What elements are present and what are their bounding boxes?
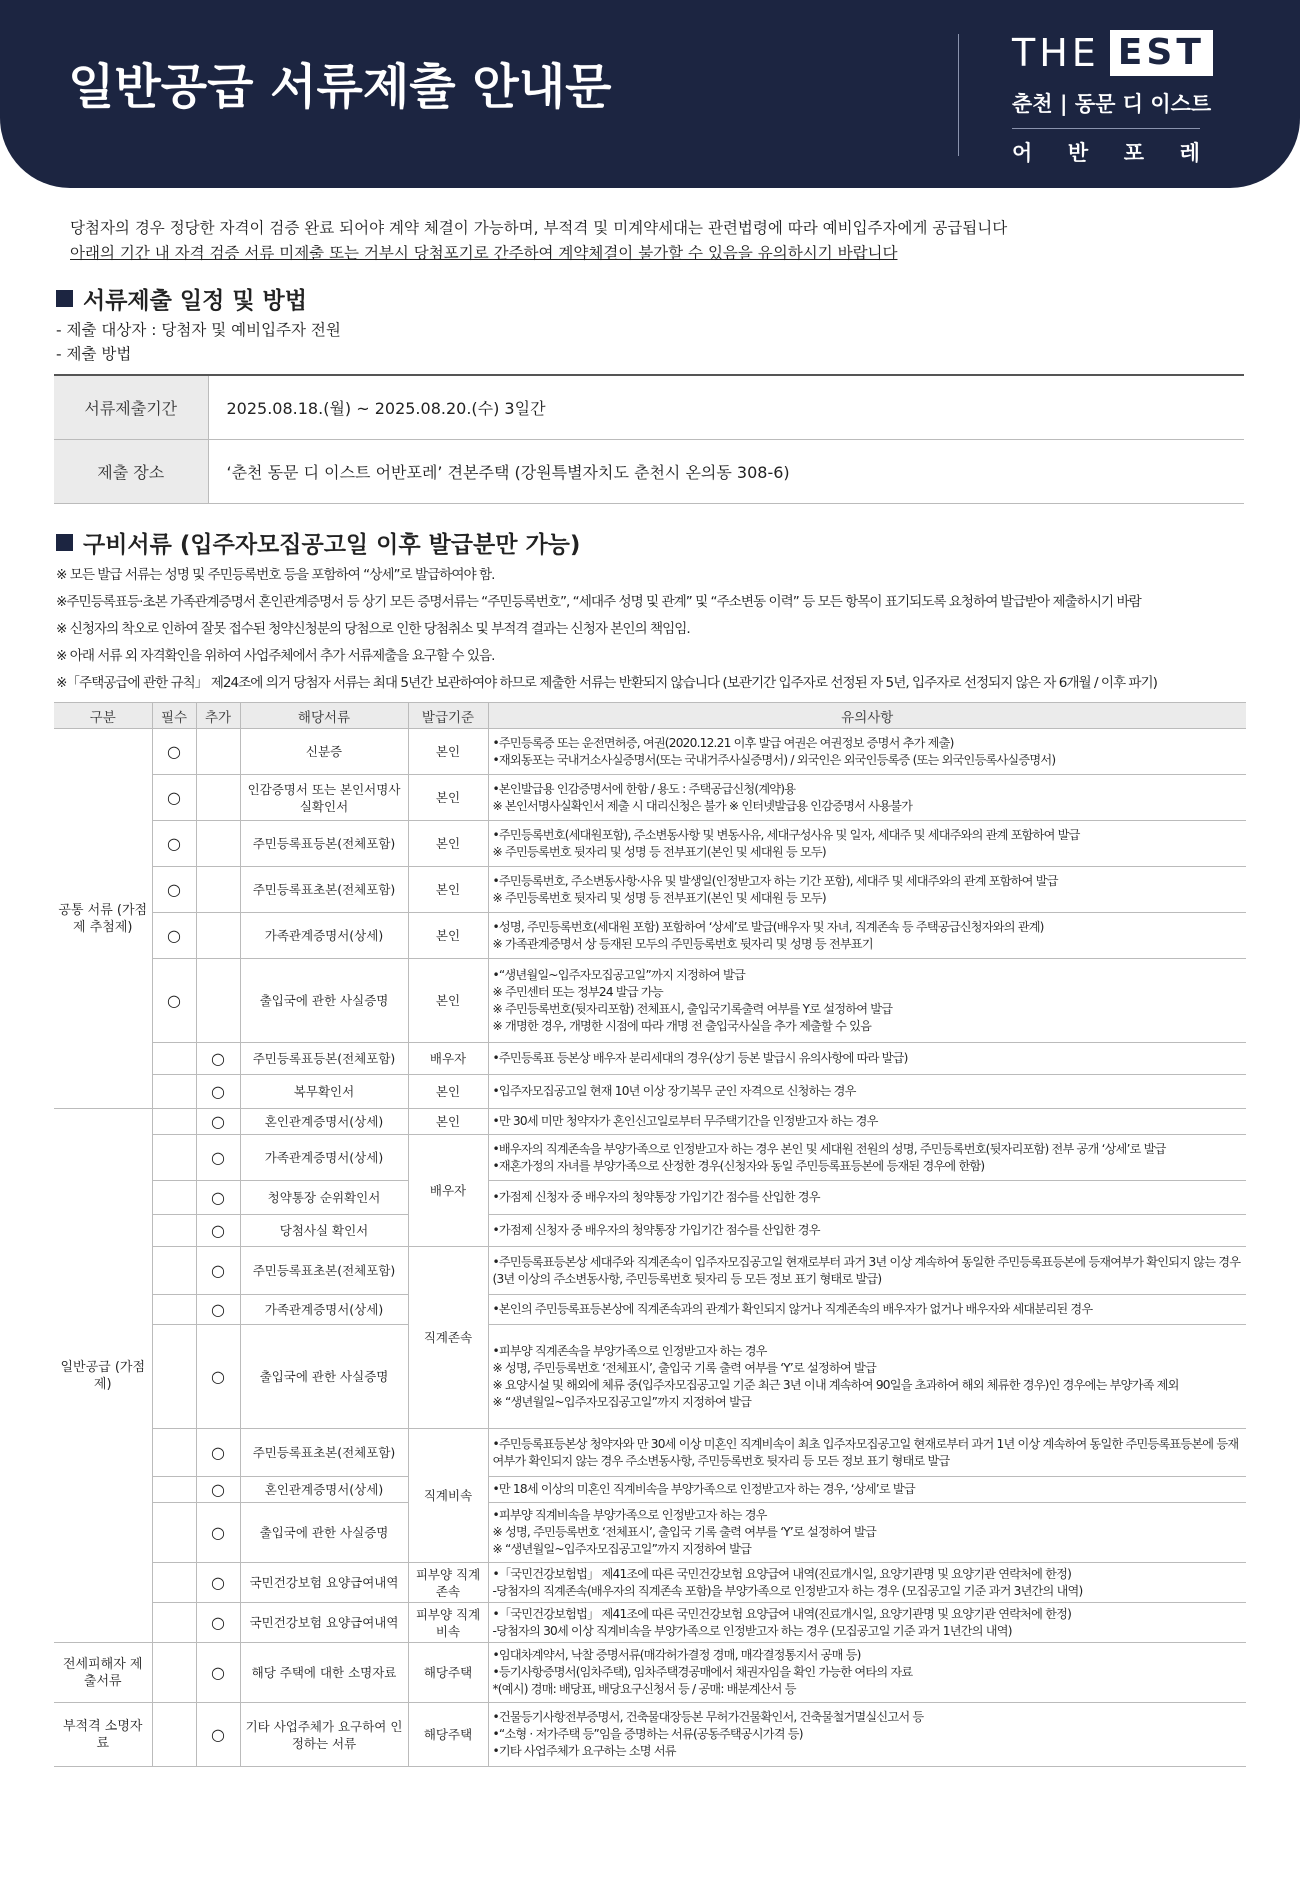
- document-name: 출입국에 관한 사실증명: [240, 959, 408, 1043]
- column-header: 발급기준: [408, 703, 488, 729]
- notes-cell: [488, 1643, 1246, 1703]
- section-title-schedule: [56, 282, 307, 315]
- issue-basis: 본인: [408, 959, 488, 1043]
- table-row: [54, 1429, 1246, 1477]
- additional-mark: ○: [196, 1109, 240, 1135]
- required-mark: [152, 1295, 196, 1325]
- notes-cell: [488, 1325, 1246, 1429]
- note-text: ※ “생년월일~입주자모집공고일”까지 지정하여 발급: [492, 1394, 752, 1409]
- document-name: 인감증명서 또는 본인서명사실확인서: [240, 775, 408, 821]
- document-name: 혼인관계증명서(상세): [240, 1477, 408, 1503]
- column-header: 필수: [152, 703, 196, 729]
- table-row: [54, 867, 1246, 913]
- issue-basis: 해당주택: [408, 1643, 488, 1703]
- required-mark: [152, 1643, 196, 1703]
- document-name: 혼인관계증명서(상세): [240, 1109, 408, 1135]
- note-line: ※ 신청자의 착오로 인하여 잘못 접수된 청약신청분의 당첨으로 인한 당첨취소 및 부적격 결과는 신청자 본인의 책임임.: [56, 621, 690, 637]
- additional-mark: [196, 913, 240, 959]
- table-row: [54, 1247, 1246, 1295]
- intro-text: [70, 216, 1007, 266]
- notes-cell: [488, 1295, 1246, 1325]
- note-text: ※ 주민센터 또는 정부24 발급 가능: [492, 984, 663, 999]
- additional-mark: [196, 775, 240, 821]
- document-name: 주민등록표등본(전체포함): [240, 821, 408, 867]
- table-row: [54, 1075, 1246, 1109]
- column-header: 추가: [196, 703, 240, 729]
- document-name: 주민등록표등본(전체포함): [240, 1043, 408, 1075]
- note-text: •본인의 주민등록표등본상에 직계존속과의 관계가 확인되지 않거나 직계존속의 배우자가 없거나 배우자와 세대분리된 경우: [492, 1302, 1093, 1316]
- notes-cell: [488, 1075, 1246, 1109]
- note-text: •본인발급용 인감증명서에 한함 / 용도 : 주택공급신청(계약)용: [492, 781, 796, 796]
- note-text: •주민등록표등본상 청약자와 만 30세 이상 미혼인 직계비속이 최초 입주자모집공고일 현재로부터 과거 1년 이상 계속하여 동일한 주민등록표등본에 등재여부가 확인되지 않는 경우 주소변동사항, 주민등록번호 뒷자리 등 모든 정보 표기 형태로 발급: [492, 1436, 1239, 1468]
- schedule-table: [54, 374, 1244, 504]
- table-row: [54, 439, 1244, 503]
- notes-cell: [488, 1109, 1246, 1135]
- table-row: [54, 1135, 1246, 1181]
- table-row: [54, 821, 1246, 867]
- issue-basis: 본인: [408, 1109, 488, 1135]
- required-mark: [152, 1503, 196, 1563]
- documents-table-body: [54, 729, 1246, 1767]
- note-text: •주민등록증 또는 운전면허증, 여권(2020.12.21 이후 발급 여권은 여권정보 증명서 추가 제출): [492, 735, 954, 750]
- note-text: •“생년월일~입주자모집공고일”까지 지정하여 발급: [492, 967, 745, 982]
- note-text: •“소형 · 저가주택 등”임을 증명하는 서류(공동주택공시가격 등): [492, 1727, 803, 1741]
- note-text: •등기사항증명서(임차주택), 임차주택경공매에서 채권자임을 확인 가능한 여타의 자료: [492, 1665, 913, 1679]
- table-row: [54, 1295, 1246, 1325]
- additional-mark: [196, 959, 240, 1043]
- document-name: 기타 사업주체가 요구하여 인정하는 서류: [240, 1703, 408, 1767]
- additional-mark: ○: [196, 1215, 240, 1247]
- issue-basis: 본인: [408, 729, 488, 775]
- column-header: 유의사항: [488, 703, 1246, 729]
- note-text: •가점제 신청자 중 배우자의 청약통장 가입기간 점수를 산입한 경우: [492, 1223, 820, 1237]
- column-header: 해당서류: [240, 703, 408, 729]
- table-row: [54, 1503, 1246, 1563]
- notes-cell: [488, 1043, 1246, 1075]
- note-text: •성명, 주민등록번호(세대원 포함) 포함하여 ‘상세’로 발급(배우자 및 자녀, 직계존속 등 주택공급신청자와의 관계): [492, 919, 1044, 934]
- group-label: 부적격 소명자료: [54, 1703, 152, 1767]
- table-key: 제출 장소: [54, 439, 208, 503]
- document-name: 가족관계증명서(상세): [240, 1135, 408, 1181]
- note-text: •만 30세 미만 청약자가 혼인신고일로부터 무주택기간을 인정받고자 하는 경우: [492, 1114, 878, 1128]
- additional-mark: ○: [196, 1075, 240, 1109]
- additional-mark: ○: [196, 1181, 240, 1215]
- required-mark: [152, 1325, 196, 1429]
- additional-mark: ○: [196, 1135, 240, 1181]
- document-name: 국민건강보험 요양급여내역: [240, 1563, 408, 1603]
- document-name: 청약통장 순위확인서: [240, 1181, 408, 1215]
- table-row: [54, 959, 1246, 1043]
- required-mark: ○: [152, 821, 196, 867]
- note-text: ※ 요양시설 및 해외에 체류 중(입주자모집공고일 기준 최근 3년 이내 계속하여 90일을 초과하여 해외 체류한 경우)인 경우에는 부양가족 제외: [492, 1377, 1179, 1392]
- issue-basis: 피부양 직계존속: [408, 1563, 488, 1603]
- document-name: 당첨사실 확인서: [240, 1215, 408, 1247]
- required-mark: [152, 1215, 196, 1247]
- logo-the-text: THE: [1012, 31, 1100, 75]
- issue-basis: 배우자: [408, 1043, 488, 1075]
- additional-mark: [196, 729, 240, 775]
- note-text: •재혼가정의 자녀를 부양가족으로 산정한 경우(신청자와 동일 주민등록표등본에 등재된 경우에 한함): [492, 1158, 985, 1173]
- note-text: •피부양 직계존속을 부양가족으로 인정받고자 하는 경우: [492, 1343, 767, 1358]
- note-text: •건물등기사항전부증명서, 건축물대장등본 무허가건물확인서, 건축물철거멸실신고서 등: [492, 1710, 924, 1724]
- documents-table: [54, 702, 1246, 1767]
- document-name: 출입국에 관한 사실증명: [240, 1503, 408, 1563]
- note-text: •「국민건강보험법」 제41조에 따른 국민건강보험 요양급여 내역(진료개시일, 요양기관명 및 요양기관 연락처에 한정): [492, 1606, 1072, 1621]
- issue-basis: 본인: [408, 913, 488, 959]
- note-text: ※ 개명한 경우, 개명한 시점에 따라 개명 전 출입국사실을 추가 제출할 수 있음: [492, 1018, 872, 1033]
- note-text: •재외동포는 국내거소사실증명서(또는 국내거주사실증명서) / 외국인은 외국인등록증 (또는 외국인등록사실증명서): [492, 752, 1056, 767]
- required-mark: [152, 1181, 196, 1215]
- document-name: 가족관계증명서(상세): [240, 913, 408, 959]
- document-name: 해당 주택에 대한 소명자료: [240, 1643, 408, 1703]
- issue-basis: 본인: [408, 1075, 488, 1109]
- additional-mark: ○: [196, 1429, 240, 1477]
- column-header: 구분: [54, 703, 152, 729]
- additional-mark: ○: [196, 1325, 240, 1429]
- table-row: [54, 375, 1244, 439]
- submission-bullets: [56, 318, 341, 366]
- logo-subtitle-2: [1012, 128, 1200, 167]
- note-line: ※ 모든 발급 서류는 성명 및 주민등록번호 등을 포함하여 “상세”로 발급하여야 함.: [56, 567, 495, 583]
- note-text: •가점제 신청자 중 배우자의 청약통장 가입기간 점수를 산입한 경우: [492, 1190, 820, 1204]
- note-text: ※ 본인서명사실확인서 제출 시 대리신청은 불가 ※ 인터넷발급용 인감증명서 사용불가: [492, 798, 913, 813]
- document-name: 주민등록표초본(전체포함): [240, 867, 408, 913]
- table-row: [54, 1643, 1246, 1703]
- issue-basis: 피부양 직계비속: [408, 1603, 488, 1643]
- notes-cell: [488, 1477, 1246, 1503]
- note-line: ※ 아래 서류 외 자격확인을 위하여 사업주체에서 추가 서류제출을 요구할 수 있음.: [56, 648, 495, 664]
- note-text: ※ “생년월일~입주자모집공고일”까지 지정하여 발급: [492, 1542, 752, 1556]
- notes-cell: [488, 1603, 1246, 1643]
- required-mark: ○: [152, 775, 196, 821]
- group-label: 공통 서류 (가점제 추첨제): [54, 729, 152, 1109]
- document-name: 복무확인서: [240, 1075, 408, 1109]
- table-row: [54, 913, 1246, 959]
- required-mark: [152, 1563, 196, 1603]
- table-row: [54, 775, 1246, 821]
- document-name: 신분증: [240, 729, 408, 775]
- table-header-row: [54, 703, 1246, 729]
- table-row: [54, 1603, 1246, 1643]
- issue-basis: 해당주택: [408, 1703, 488, 1767]
- required-mark: [152, 1603, 196, 1643]
- logo-char: 반: [1067, 141, 1089, 165]
- additional-mark: ○: [196, 1043, 240, 1075]
- brand-logo: [1012, 28, 1212, 167]
- note-text: •배우자의 직계존속을 부양가족으로 인정받고자 하는 경우 본인 및 세대원 전원의 성명, 주민등록번호(뒷자리포함) 전부 공개 ‘상세’로 발급: [492, 1141, 1166, 1156]
- note-text: -당첨자의 30세 이상 직계비속을 부양가족으로 인정받고자 하는 경우 (모집공고일 기준 과거 1년간의 내역): [492, 1623, 1012, 1638]
- logo-est-text: EST: [1110, 30, 1213, 76]
- notes-cell: [488, 913, 1246, 959]
- additional-mark: ○: [196, 1703, 240, 1767]
- note-text: -당첨자의 직계존속(배우자의 직계존속 포함)을 부양가족으로 인정받고자 하는 경우 (모집공고일 기준 과거 3년간의 내역): [492, 1583, 1083, 1598]
- table-row: [54, 1215, 1246, 1247]
- notes-cell: [488, 1181, 1246, 1215]
- issue-basis: 본인: [408, 867, 488, 913]
- page-title: 일반공급 서류제출 안내문: [68, 59, 612, 115]
- notes-cell: [488, 1135, 1246, 1181]
- additional-mark: ○: [196, 1643, 240, 1703]
- issue-basis: 직계존속: [408, 1247, 488, 1429]
- bullet-item: - 제출 방법: [56, 345, 132, 363]
- table-row: [54, 1325, 1246, 1429]
- notes-cell: [488, 1703, 1246, 1767]
- notes-cell: [488, 1429, 1246, 1477]
- notes-cell: [488, 775, 1246, 821]
- issue-basis: 본인: [408, 775, 488, 821]
- table-key: 서류제출기간: [54, 375, 208, 439]
- issue-basis: 배우자: [408, 1135, 488, 1247]
- note-text: •기타 사업주체가 요구하는 소명 서류: [492, 1744, 676, 1758]
- square-bullet-icon: [56, 290, 73, 307]
- document-name: 출입국에 관한 사실증명: [240, 1325, 408, 1429]
- document-name: 주민등록표초본(전체포함): [240, 1429, 408, 1477]
- note-text: ※ 주민등록번호 뒷자리 및 성명 등 전부표기(본인 및 세대원 등 모두): [492, 890, 826, 905]
- section-title-text: 구비서류 (입주자모집공고일 이후 발급분만 가능): [83, 532, 581, 558]
- document-name: 국민건강보험 요양급여내역: [240, 1603, 408, 1643]
- note-text: ※ 성명, 주민등록번호 ‘전체표시’, 출입국 기록 출력 여부를 ‘Y’로 설정하여 발급: [492, 1525, 876, 1539]
- additional-mark: ○: [196, 1603, 240, 1643]
- required-mark: ○: [152, 959, 196, 1043]
- group-label: 전세피해자 제출서류: [54, 1643, 152, 1703]
- note-text: ※ 가족관계증명서 상 등재된 모두의 주민등록번호 뒷자리 및 성명 등 전부표기: [492, 936, 873, 951]
- document-name: 가족관계증명서(상세): [240, 1295, 408, 1325]
- note-text: •만 18세 이상의 미혼인 직계비속을 부양가족으로 인정받고자 하는 경우, ‘상세’로 발급: [492, 1482, 915, 1496]
- notes-cell: [488, 1215, 1246, 1247]
- required-mark: ○: [152, 867, 196, 913]
- required-mark: [152, 1109, 196, 1135]
- note-text: •주민등록번호, 주소변동사항·사유 및 발생일(인정받고자 하는 기간 포함), 세대주 및 세대주와의 관계 포함하여 발급: [492, 873, 1058, 888]
- logo-subtitle: 춘천 | 동문 디 이스트: [1012, 92, 1212, 116]
- required-mark: [152, 1477, 196, 1503]
- note-text: •주민등록번호(세대원포함), 주소변동사항 및 변동사유, 세대구성사유 및 일자, 세대주 및 세대주와의 관계 포함하여 발급: [492, 827, 1080, 842]
- required-mark: [152, 1043, 196, 1075]
- note-line: ※주민등록표등·초본 가족관계증명서 혼인관계증명서 등 상기 모든 증명서류는 “주민등록번호”, “세대주 성명 및 관계” 및 “주소변동 이력” 등 모든 항목이 표기되도록 요청하여 발급받아 제출하시기 바람: [56, 594, 1141, 610]
- required-mark: [152, 1703, 196, 1767]
- table-row: [54, 1563, 1246, 1603]
- document-name: 주민등록표초본(전체포함): [240, 1247, 408, 1295]
- note-text: •피부양 직계비속을 부양가족으로 인정받고자 하는 경우: [492, 1508, 767, 1522]
- note-text: •「국민건강보험법」 제41조에 따른 국민건강보험 요양급여 내역(진료개시일, 요양기관명 및 요양기관 연락처에 한정): [492, 1566, 1072, 1581]
- additional-mark: ○: [196, 1563, 240, 1603]
- additional-mark: [196, 821, 240, 867]
- table-row: [54, 1109, 1246, 1135]
- notes-cell: [488, 821, 1246, 867]
- bullet-item: - 제출 대상자 : 당첨자 및 예비입주자 전원: [56, 321, 341, 339]
- document-notes: [56, 562, 1252, 697]
- table-value: ‘춘천 동문 디 이스트 어반포레’ 견본주택 (강원특별자치도 춘천시 온의동 308-6): [208, 439, 1244, 503]
- note-text: •입주자모집공고일 현재 10년 이상 장기복무 군인 자격으로 신청하는 경우: [492, 1084, 856, 1098]
- notes-cell: [488, 1563, 1246, 1603]
- issue-basis: 본인: [408, 821, 488, 867]
- note-line: ※「주택공급에 관한 규칙」 제24조에 의거 당첨자 서류는 최대 5년간 보관하여야 하므로 제출한 서류는 반환되지 않습니다 (보관기간 입주자로 선정된 자 5년, 입주자로 선정되지 않은 자 6개월 / 이후 파기): [56, 675, 1157, 691]
- header-divider: [958, 34, 959, 156]
- group-label: 일반공급 (가점제): [54, 1109, 152, 1643]
- intro-line-underlined: 아래의 기간 내 자격 검증 서류 미제출 또는 거부시 당첨포기로 간주하여 계약체결이 불가할 수 있음을 유의하시기 바랍니다: [70, 244, 898, 262]
- logo-char: 어: [1012, 141, 1033, 165]
- additional-mark: ○: [196, 1295, 240, 1325]
- additional-mark: ○: [196, 1247, 240, 1295]
- logo-char: 레: [1179, 141, 1200, 165]
- required-mark: ○: [152, 729, 196, 775]
- logo-char: 포: [1123, 141, 1145, 165]
- table-row: [54, 729, 1246, 775]
- table-row: [54, 1477, 1246, 1503]
- additional-mark: ○: [196, 1503, 240, 1563]
- notes-cell: [488, 1247, 1246, 1295]
- note-text: •임대차계약서, 낙찰 증명서류(매각허가결정 경매, 매각결정통지서 공매 등): [492, 1648, 861, 1662]
- required-mark: [152, 1135, 196, 1181]
- notes-cell: [488, 959, 1246, 1043]
- note-text: ※ 성명, 주민등록번호 ‘전체표시’, 출입국 기록 출력 여부를 ‘Y’로 설정하여 발급: [492, 1360, 876, 1375]
- note-text: ※ 주민등록번호 뒷자리 및 성명 등 전부표기(본인 및 세대원 등 모두): [492, 844, 826, 859]
- notes-cell: [488, 1503, 1246, 1563]
- required-mark: [152, 1247, 196, 1295]
- note-text: •주민등록표 등본상 배우자 분리세대의 경우(상기 등본 발급시 유의사항에 따라 발급): [492, 1051, 908, 1065]
- table-row: [54, 1703, 1246, 1767]
- section-title-documents: [56, 526, 580, 559]
- table-row: [54, 1043, 1246, 1075]
- note-text: ※ 주민등록번호(뒷자리포함) 전체표시, 출입국기록출력 여부를 Y로 설정하여 발급: [492, 1001, 893, 1016]
- required-mark: [152, 1075, 196, 1109]
- additional-mark: ○: [196, 1477, 240, 1503]
- note-text: •주민등록표등본상 세대주와 직계존속이 입주자모집공고일 현재로부터 과거 3년 이상 계속하여 동일한 주민등록표등본에 등재여부가 확인되지 않는 경우(3년 이상의 주소변동사항, 주민등록번호 뒷자리 등 모든 정보 표기 형태로 발급): [492, 1254, 1241, 1286]
- intro-line: 당첨자의 경우 정당한 자격이 검증 완료 되어야 계약 체결이 가능하며, 부적격 및 미계약세대는 관련법령에 따라 예비입주자에게 공급됩니다: [70, 219, 1008, 237]
- notes-cell: [488, 867, 1246, 913]
- table-row: [54, 1181, 1246, 1215]
- section-title-text: 서류제출 일정 및 방법: [83, 288, 307, 314]
- required-mark: [152, 1429, 196, 1477]
- required-mark: ○: [152, 913, 196, 959]
- issue-basis: 직계비속: [408, 1429, 488, 1563]
- table-value: 2025.08.18.(월) ~ 2025.08.20.(수) 3일간: [208, 375, 1244, 439]
- note-text: *(예시) 경매: 배당표, 배당요구신청서 등 / 공매: 배분계산서 등: [492, 1682, 796, 1696]
- notes-cell: [488, 729, 1246, 775]
- square-bullet-icon: [56, 534, 73, 551]
- additional-mark: [196, 867, 240, 913]
- header-banner: [0, 0, 1300, 188]
